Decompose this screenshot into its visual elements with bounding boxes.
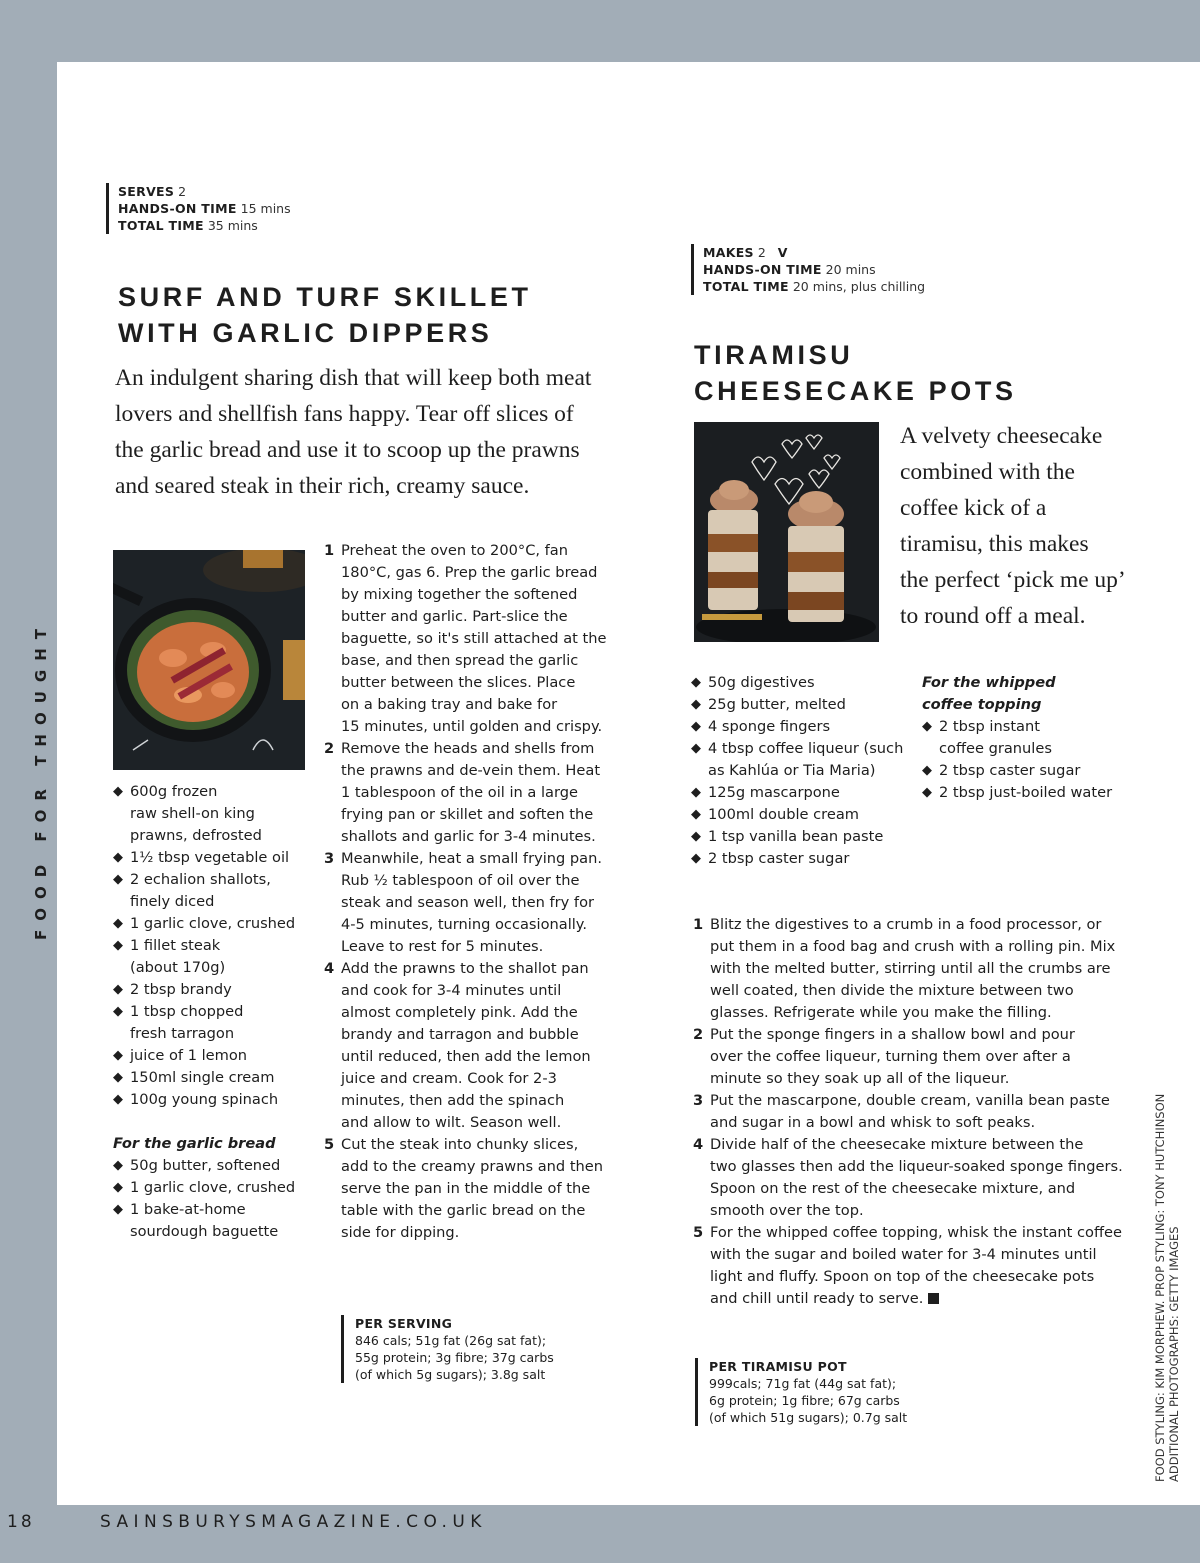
recipe1-ingredients [113, 781, 313, 1111]
recipe1-meta: SERVES 2 HANDS-ON TIME 15 mins TOTAL TIME 35 mins [106, 183, 291, 234]
list-item: ◆ 2 tbsp caster sugar [922, 760, 1142, 782]
garlic-bread-ingredients [113, 1155, 313, 1243]
list-item: ◆ 4 tbsp coffee liqueur (such as Kahlúa or Tia Maria) [691, 738, 911, 782]
method-step: 4 Divide half of the cheesecake mixture between the two glasses then add the liqueur-soaked sponge fingers. Spoon on the rest of the cheesecake mixture, and smooth over the top. [693, 1136, 1123, 1219]
method-step: 4 Add the prawns to the shallot pan and cook for 3-4 minutes until almost completely pink. Add the brandy and tarragon and bubble until reduced, then add the lemon juice and cream. Cook for 2-3 minutes, then add the spinach and allow to wilt. Season well. [324, 960, 591, 1131]
list-item: ◆ 50g digestives [691, 672, 911, 694]
vegetarian-badge: V [777, 245, 788, 260]
list-item: ◆ 25g butter, melted [691, 694, 911, 716]
list-item: ◆ 2 tbsp caster sugar [691, 848, 911, 870]
topping-ingredients [922, 716, 1142, 804]
skillet-photo [113, 550, 305, 770]
method-step: 2 Put the sponge fingers in a shallow bowl and pour over the coffee liqueur, turning them over after a minute so they soak up all of the liqueur. [693, 1026, 1075, 1087]
method-step: 3 Meanwhile, heat a small frying pan. Rub ½ tablespoon of oil over the steak and season well, then fry for 4-5 minutes, turning occasionally. Leave to rest for 5 minutes. [324, 850, 603, 955]
list-item: ◆ 150ml single cream [113, 1067, 313, 1089]
list-item: ◆ 2 tbsp brandy [113, 979, 313, 1001]
recipe1-nutrition: PER SERVING 846 cals; 51g fat (26g sat fat); 55g protein; 3g fibre; 37g carbs (of which 5g sugars); 3.8g salt [341, 1315, 554, 1383]
list-item: ◆ 50g butter, softened [113, 1155, 313, 1177]
recipe1-method [324, 540, 624, 1244]
list-item: ◆ 1 garlic clove, crushed [113, 913, 313, 935]
list-item: ◆ 1½ tbsp vegetable oil [113, 847, 313, 869]
recipe2-ingredients [691, 672, 911, 870]
method-step: 1 Blitz the digestives to a crumb in a food processor, or put them in a food bag and crush with a rolling pin. Mix with the melted butter, stirring until all the crumbs are well coated, then divide the mixture between two glasses. Refrigerate while you make the filling. [693, 916, 1116, 1021]
garlic-bread-heading: For the garlic bread [113, 1135, 276, 1152]
list-item: ◆ 2 echalion shallots, finely diced [113, 869, 313, 913]
list-item: ◆ 4 sponge fingers [691, 716, 911, 738]
method-step: 1 Preheat the oven to 200°C, fan 180°C, gas 6. Prep the garlic bread by mixing together the softened butter and garlic. Part-slice the baguette, so it's still attached at the base, and then spread the garlic butter between the slices. Place on a baking tray and bake for 15 minutes, until golden and crispy. [324, 542, 607, 735]
recipe1-title: SURF AND TURF SKILLET WITH GARLIC DIPPERS [118, 282, 532, 348]
recipe2-intro: A velvety cheesecake combined with the coffee kick of a tiramisu, this makes the perfect ‘pick me up’ to round off a meal. [900, 423, 1126, 629]
recipe2-meta: MAKES 2 V HANDS-ON TIME 20 mins TOTAL TIME 20 mins, plus chilling [691, 244, 925, 295]
section-label: FOOD FOR THOUGHT [32, 619, 50, 941]
method-step: 2 Remove the heads and shells from the prawns and de-vein them. Heat 1 tablespoon of the oil in a large frying pan or skillet and soften the shallots and garlic for 3-4 minutes. [324, 740, 601, 845]
recipe2-title: TIRAMISU CHEESECAKE POTS [694, 340, 1017, 406]
list-item: ◆ 125g mascarpone [691, 782, 911, 804]
topping-heading: For the whipped coffee topping [922, 674, 1056, 713]
page-number: 18 [7, 1512, 35, 1532]
end-mark-icon [928, 1293, 939, 1304]
tiramisu-photo [694, 422, 879, 642]
list-item: ◆ 1 bake-at-home sourdough baguette [113, 1199, 313, 1243]
recipe1-intro: An indulgent sharing dish that will keep both meat lovers and shellfish fans happy. Tear off slices of the garlic bread and use it to scoop up the prawns and seared steak in their rich, creamy sauce. [115, 365, 592, 499]
photo-credits: FOOD STYLING: KIM MORPHEW. PROP STYLING: TONY HUTCHINSON ADDITIONAL PHOTOGRAPHS: GETTY IMAGES [1153, 1093, 1181, 1482]
recipe2-method [693, 914, 1143, 1310]
list-item: ◆ 100g young spinach [113, 1089, 313, 1111]
method-step: 5 For the whipped coffee topping, whisk the instant coffee with the sugar and boiled water for 3-4 minutes until light and fluffy. Spoon on top of the cheesecake pots and chill until ready to serve. [693, 1224, 1122, 1307]
website-link[interactable]: SAINSBURYSMAGAZINE.CO.UK [100, 1512, 487, 1532]
list-item: ◆ juice of 1 lemon [113, 1045, 313, 1067]
list-item: ◆ 600g frozen raw shell-on king prawns, defrosted [113, 781, 313, 847]
method-step: 3 Put the mascarpone, double cream, vanilla bean paste and sugar in a bowl and whisk to soft peaks. [693, 1092, 1110, 1131]
list-item: ◆ 2 tbsp just-boiled water [922, 782, 1142, 804]
list-item: ◆ 2 tbsp instant coffee granules [922, 716, 1142, 760]
list-item: ◆ 1 tbsp chopped fresh tarragon [113, 1001, 313, 1045]
list-item: ◆ 1 tsp vanilla bean paste [691, 826, 911, 848]
list-item: ◆ 1 fillet steak (about 170g) [113, 935, 313, 979]
list-item: ◆ 1 garlic clove, crushed [113, 1177, 313, 1199]
list-item: ◆ 100ml double cream [691, 804, 911, 826]
recipe2-nutrition: PER TIRAMISU POT 999cals; 71g fat (44g sat fat); 6g protein; 1g fibre; 67g carbs (of which 51g sugars); 0.7g salt [695, 1358, 907, 1426]
method-step: 5 Cut the steak into chunky slices, add to the creamy prawns and then serve the pan in the middle of the table with the garlic bread on the side for dipping. [324, 1136, 604, 1241]
